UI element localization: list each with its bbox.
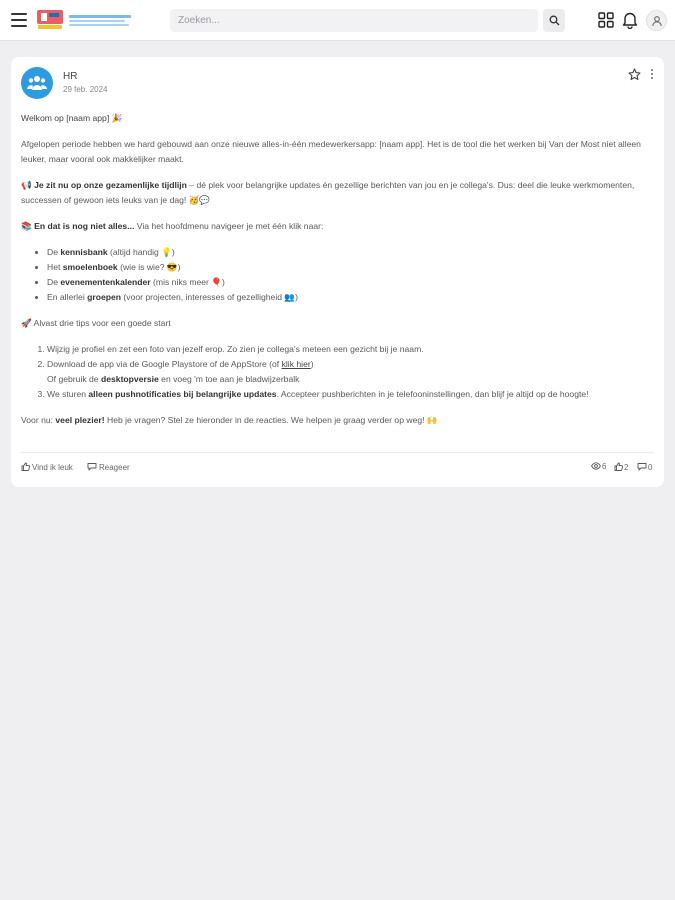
likes-stat bbox=[614, 462, 628, 472]
views-count: 6 bbox=[602, 462, 607, 471]
comment-label: Reageer bbox=[99, 463, 130, 472]
search-button[interactable] bbox=[543, 9, 565, 32]
user-profile-button[interactable] bbox=[646, 10, 667, 31]
post-card bbox=[11, 57, 664, 487]
post-intro: Afgelopen periode hebben we hard gebouwd aan onze nieuwe alles-in-één medewerkersapp: [naam app]. Het is de tool die het werken bij Van der Most niet alleen leuker, maar vooral ook makkelijker maakt. bbox=[21, 139, 641, 164]
tip-item: 2. Download de app via de Google Playstore of de AppStore (of klik hier) Of gebruik de desktopversie en voeg 'm toe aan je bladwijzerbalk bbox=[47, 357, 651, 387]
post-body bbox=[21, 111, 651, 428]
timeline-bold-text: Je zit nu op onze gezamenlijke tijdlijn bbox=[34, 180, 187, 190]
more-bold-text: En dat is nog niet alles... bbox=[34, 221, 135, 231]
post-date: 29 feb. 2024 bbox=[63, 85, 108, 94]
thumbs-up-icon bbox=[21, 462, 30, 471]
comments-count: 0 bbox=[648, 463, 653, 472]
list-item: • Het smoelenboek (wie is wie? 😎) bbox=[47, 260, 651, 275]
eye-icon bbox=[591, 462, 601, 470]
closing-paragraph: Voor nu: veel plezier! Heb je vragen? Stel ze hieronder in de reacties. We helpen je graag verder op weg! 🙌 bbox=[21, 415, 438, 425]
thumbs-up-icon bbox=[614, 462, 623, 471]
timeline-paragraph bbox=[21, 178, 651, 208]
company-logo[interactable] bbox=[35, 8, 135, 32]
search-icon bbox=[549, 15, 560, 26]
likes-count: 2 bbox=[624, 463, 629, 472]
books-emoji: 📚 bbox=[21, 221, 32, 231]
apps-grid-icon[interactable] bbox=[598, 12, 614, 28]
user-icon bbox=[651, 15, 663, 27]
more-paragraph bbox=[21, 219, 651, 234]
timeline-text: – dé plek voor belangrijke updates én gezellige berichten van jou en je collega's. Dus: deel die leuke werkmomenten, successen of gewoon iets leuks van je dag! 🥳💬 bbox=[21, 180, 635, 205]
tip-item: 1. Wijzig je profiel en zet een foto van jezelf erop. Zo zien je collega's meteen een gezicht bij je naam. bbox=[47, 342, 651, 357]
like-button[interactable] bbox=[21, 462, 73, 472]
top-bar bbox=[0, 0, 675, 41]
menu-list bbox=[21, 245, 651, 305]
search-input[interactable] bbox=[170, 9, 538, 32]
tips-list bbox=[21, 342, 651, 402]
click-here-link[interactable]: klik hier bbox=[281, 359, 311, 369]
favorite-star-icon[interactable] bbox=[628, 68, 641, 81]
divider bbox=[21, 452, 654, 453]
comment-icon bbox=[637, 462, 647, 471]
list-item: • De evenementenkalender (mis niks meer 🎈) bbox=[47, 275, 651, 290]
tips-heading: 🚀 Alvast drie tips voor een goede start bbox=[21, 318, 171, 328]
megaphone-emoji: 📢 bbox=[21, 180, 32, 190]
author-name[interactable]: HR bbox=[63, 71, 78, 82]
list-item: • De kennisbank (altijd handig 💡) bbox=[47, 245, 651, 260]
comment-button[interactable] bbox=[87, 462, 130, 472]
menu-icon[interactable] bbox=[11, 13, 27, 27]
like-label: Vind ik leuk bbox=[32, 463, 73, 472]
comments-stat bbox=[637, 462, 652, 472]
post-title: Welkom op [naam app] 🎉 bbox=[21, 113, 123, 123]
tip-item: 3. We sturen alleen pushnotificaties bij belangrijke updates. Accepteer pushberichten in je telefooninstellingen, dan blijf je altijd op de hoogte! bbox=[47, 387, 651, 402]
group-icon bbox=[27, 75, 47, 91]
more-text: Via het hoofdmenu navigeer je met één klik naar: bbox=[134, 221, 324, 231]
author-avatar[interactable] bbox=[21, 67, 53, 99]
comment-icon bbox=[87, 462, 97, 471]
views-stat bbox=[591, 462, 606, 471]
more-options-icon[interactable] bbox=[649, 69, 655, 81]
notification-bell-icon[interactable] bbox=[622, 11, 638, 29]
list-item: • En allerlei groepen (voor projecten, interesses of gezelligheid 👥) bbox=[47, 290, 651, 305]
